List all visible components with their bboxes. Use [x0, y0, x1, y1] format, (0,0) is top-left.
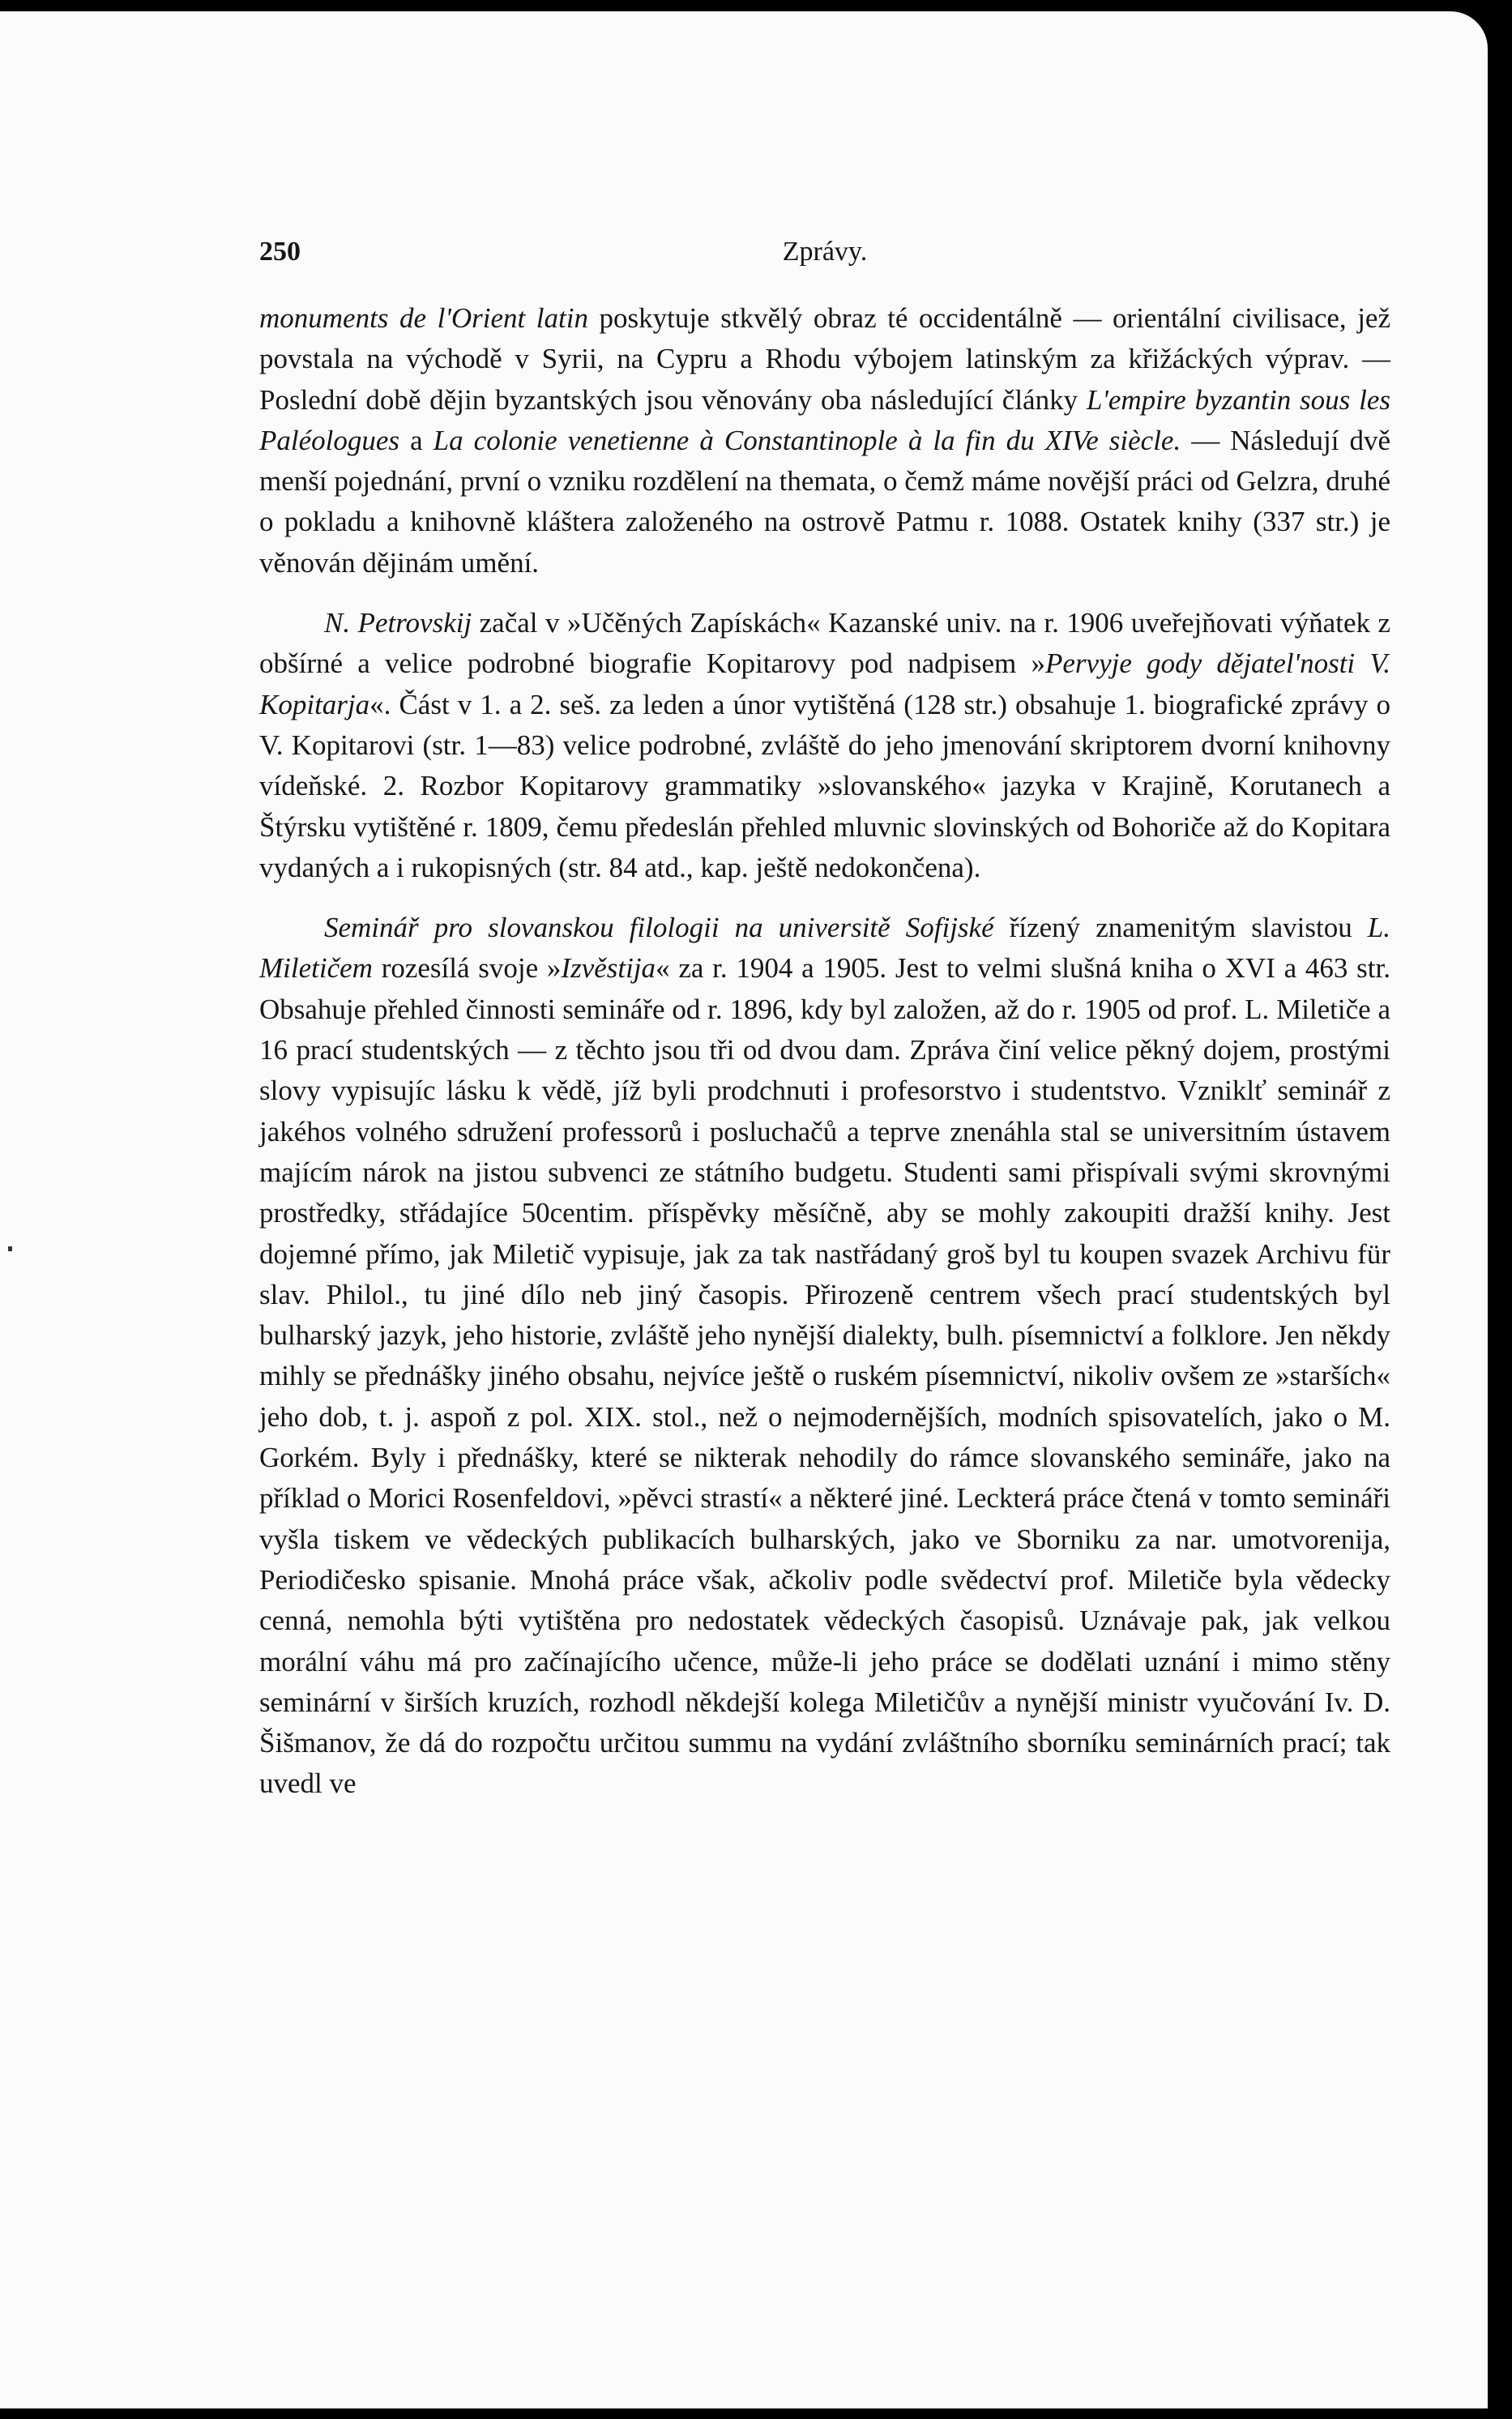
italic-title: monuments de l'Orient latin: [259, 302, 588, 334]
paragraph-text: «. Část v 1. a 2. seš. za leden a únor vytištěná (128 str.) obsahuje 1. biografické zprávy o V. Kopitarovi (str. 1—83) velice podrobné, zvláště do jeho jmenování skriptorem dvorní knihovny vídeňské. 2. Rozbor Kopitarovy grammatiky »slovanského« jazyka v Krajině, Korutanech a Štýrsku vytištěné r. 1809, čemu předeslán přehled mluvnic slovinských od Bohoriče až do Kopitara vydaných a i rukopisných (str. 84 atd., kap. ještě nedokončena).: [259, 688, 1390, 883]
paragraph-byzantine-studies: [259, 298, 1390, 583]
italic-title: L'empire byzantin sous les Paléologues: [259, 383, 1390, 456]
italic-title: Seminář pro slovanskou filologii na universitě Sofijské: [324, 912, 994, 944]
paragraph-text: — Následují dvě menší pojednání, první o vzniku rozdělení na themata, o čemž máme novější práci od Gelzra, druhé o pokladu a knihovně kláštera založeného na ostrově Patmu r. 1088. Ostatek knihy (337 str.) je věnován dějinám umění.: [259, 424, 1390, 579]
italic-title: La colonie venetienne à Constantinople à la fin du XIVe siècle.: [433, 424, 1181, 456]
paragraph-text: poskytuje stkvělý obraz té occidentálně — orientální civilisace, jež povstala na východě v Syrii, na Cypru a Rhodu výbojem latinským za křižáckých výprav. — Poslední době dějin byzantských jsou věnovány oba následující články: [259, 302, 1391, 416]
article-body: [259, 298, 1390, 1805]
paragraph-text: rozesílá svoje »: [372, 952, 562, 985]
paragraph-petrovskij: [259, 603, 1390, 888]
paragraph-sofia-seminar: [259, 908, 1390, 1805]
scanned-page: [0, 11, 1488, 2408]
running-title: Zprávy.: [782, 237, 868, 267]
page-number: 250: [259, 237, 301, 267]
margin-speck: [8, 1246, 12, 1251]
italic-name: N. Petrovskij: [324, 607, 472, 639]
paragraph-text: řízený znamenitým slavistou: [993, 912, 1368, 944]
italic-name: L. Miletičem: [259, 912, 1390, 985]
paragraph-text: a: [399, 424, 434, 456]
italic-title: Izvěstija: [561, 952, 656, 985]
paragraph-text: začal v »Učěných Zapískách« Kazanské univ. na r. 1906 uveřejňovati výňatek z obšírné a velice podrobné biografie Kopitarovy pod nadpisem »: [259, 607, 1390, 680]
page-header: [259, 237, 1390, 272]
italic-title: Pervyje gody dějatel'nosti V. Kopitarja: [259, 647, 1390, 720]
paragraph-text: « za r. 1904 a 1905. Jest to velmi slušná kniha o XVI a 463 str. Obsahuje přehled činnosti semináře od r. 1896, kdy byl založen, až do r. 1905 od prof. L. Miletiče a 16 prací studentských — z těchto jsou tři od dvou dam. Zpráva činí velice pěkný dojem, prostými slovy vypisujíc lásku k vědě, jíž byli prodchnuti i profesorstvo i studentstvo. Vzniklť seminář z jakéhos volného sdružení professorů i posluchačů a teprve znenáhla stal se universitním ústavem majícím nárok na jistou subvenci ze státního budgetu. Studenti sami přispívali svými skrovnými prostředky, střádajíce 50centim. příspěvky měsíčně, aby se mohly zakoupiti dražší knihy. Jest dojemné přímo, jak Miletič vypisuje, jak za tak nastřádaný groš byl tu koupen svazek Archivu für slav. Philol., tu jiné dílo neb jiný časopis. Přirozeně centrem všech prací studentských byl bulharský jazyk, jeho historie, zvláště jeho nynější dialekty, bulh. písemnictví a folklore. Jen někdy mihly se přednášky jiného obsahu, nejvíce ještě o ruském písemnictví, nikoliv ovšem ze »starších« jeho dob, t. j. aspoň z pol. XIX. stol., než o nejmodernějších, modních spisovatelích, jako o M. Gorkém. Byly i přednášky, které se nikterak nehodily do rámce slovanského semináře, jako na příklad o Morici Rosenfeldovi, »pěvci strastí« a některé jiné. Leckterá práce čtená v tomto semináři vyšla tiskem ve vědeckých publikacích bulharských, jako ve Sborniku za nar. umotvorenija, Periodičesko spisanie. Mnohá práce však, ačkoliv podle svědectví prof. Miletiče byla vědecky cenná, nemohla býti vytištěna pro nedostatek vědeckých časopisů. Uznávaje pak, jak velkou morální váhu má pro začínajícího učence, může-li jeho práce se dodělati uznání i mimo stěny seminární v širších kruzích, rozhodl někdejší kolega Miletičův a nynější ministr vyučování Iv. D. Šišmanov, že dá do rozpočtu určitou summu na vydání zvláštního sborníku seminárních prací; tak uvedl ve: [259, 952, 1390, 1800]
